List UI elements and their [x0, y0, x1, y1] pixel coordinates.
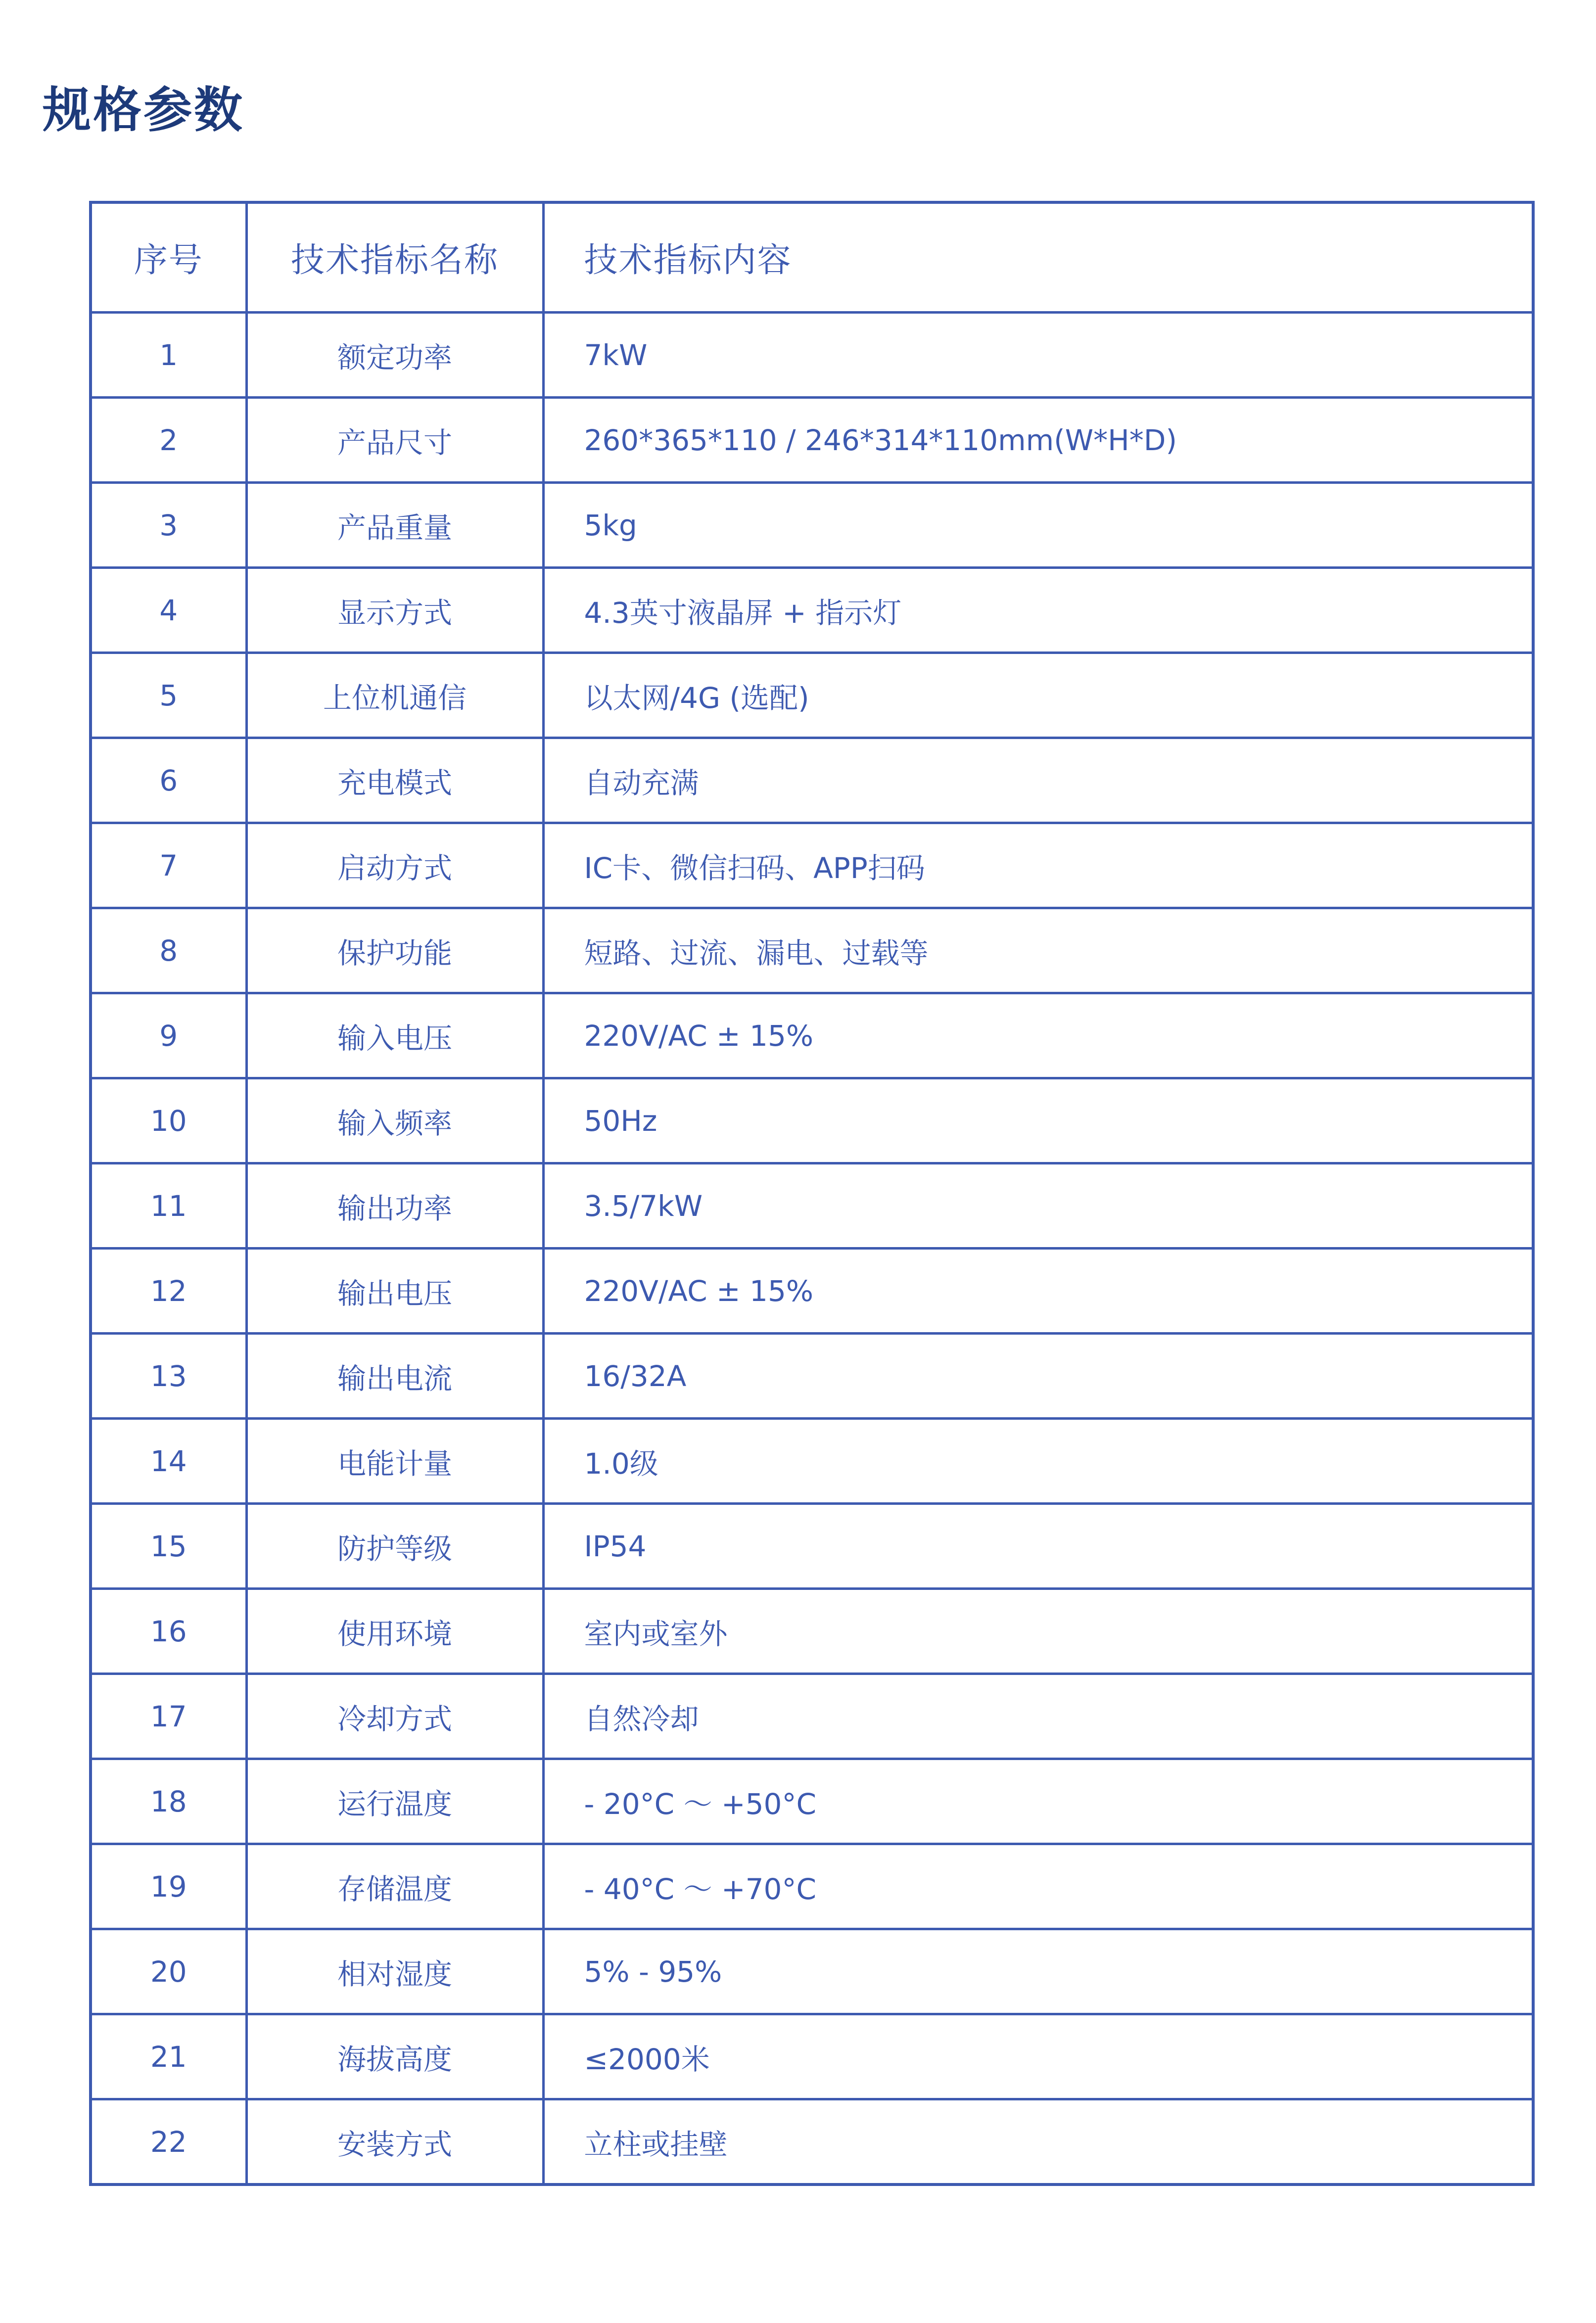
- row-name: 保护功能: [246, 908, 543, 993]
- row-value: 16/32A: [543, 1334, 1533, 1419]
- row-no: 10: [91, 1078, 246, 1163]
- row-name: 运行温度: [246, 1759, 543, 1844]
- row-name: 输入频率: [246, 1078, 543, 1163]
- table-row: [91, 2099, 1533, 2185]
- table-row: [91, 568, 1533, 653]
- row-no: 6: [91, 738, 246, 823]
- row-value: IC卡、微信扫码、APP扫码: [543, 823, 1533, 908]
- row-value: 室内或室外: [543, 1589, 1533, 1674]
- row-value: 5kg: [543, 483, 1533, 568]
- row-name: 输入电压: [246, 993, 543, 1078]
- table-row: [91, 313, 1533, 398]
- row-value: 5% - 95%: [543, 1929, 1533, 2014]
- row-no: 15: [91, 1504, 246, 1589]
- row-value: 短路、过流、漏电、过载等: [543, 908, 1533, 993]
- row-no: 5: [91, 653, 246, 738]
- table-row: [91, 483, 1533, 568]
- table-row: [91, 908, 1533, 993]
- row-value: 1.0级: [543, 1419, 1533, 1504]
- table-row: [91, 1589, 1533, 1674]
- row-value: 220V/AC ± 15%: [543, 1249, 1533, 1334]
- row-value: 3.5/7kW: [543, 1163, 1533, 1249]
- row-no: 7: [91, 823, 246, 908]
- row-no: 13: [91, 1334, 246, 1419]
- row-value: 7kW: [543, 313, 1533, 398]
- row-value: ≤2000米: [543, 2014, 1533, 2099]
- table-row: [91, 1504, 1533, 1589]
- row-name: 使用环境: [246, 1589, 543, 1674]
- row-name: 冷却方式: [246, 1674, 543, 1759]
- table-row: [91, 398, 1533, 483]
- row-no: 11: [91, 1163, 246, 1249]
- row-value: - 40°C ～ +70°C: [543, 1844, 1533, 1929]
- table-row: [91, 738, 1533, 823]
- row-no: 2: [91, 398, 246, 483]
- row-value: - 20°C ～ +50°C: [543, 1759, 1533, 1844]
- page-title: 规格参数: [43, 82, 245, 139]
- spec-table: [89, 201, 1535, 2186]
- row-no: 3: [91, 483, 246, 568]
- table-row: [91, 1674, 1533, 1759]
- row-name: 额定功率: [246, 313, 543, 398]
- row-name: 输出电压: [246, 1249, 543, 1334]
- row-name: 防护等级: [246, 1504, 543, 1589]
- header-row: [91, 202, 1533, 313]
- row-no: 18: [91, 1759, 246, 1844]
- row-no: 19: [91, 1844, 246, 1929]
- table-row: [91, 993, 1533, 1078]
- row-value: 50Hz: [543, 1078, 1533, 1163]
- row-name: 上位机通信: [246, 653, 543, 738]
- row-name: 输出电流: [246, 1334, 543, 1419]
- table-row: [91, 1929, 1533, 2014]
- row-no: 16: [91, 1589, 246, 1674]
- table-row: [91, 1334, 1533, 1419]
- row-name: 输出功率: [246, 1163, 543, 1249]
- row-name: 相对湿度: [246, 1929, 543, 2014]
- table-row: [91, 1419, 1533, 1504]
- row-name: 海拔高度: [246, 2014, 543, 2099]
- table-row: [91, 653, 1533, 738]
- table-row: [91, 1163, 1533, 1249]
- row-no: 1: [91, 313, 246, 398]
- row-name: 电能计量: [246, 1419, 543, 1504]
- row-value: 自动充满: [543, 738, 1533, 823]
- row-value: 4.3英寸液晶屏 + 指示灯: [543, 568, 1533, 653]
- table-row: [91, 1759, 1533, 1844]
- row-no: 8: [91, 908, 246, 993]
- row-value: 立柱或挂壁: [543, 2099, 1533, 2185]
- row-value: 220V/AC ± 15%: [543, 993, 1533, 1078]
- table-row: [91, 1249, 1533, 1334]
- row-name: 启动方式: [246, 823, 543, 908]
- table-header: [91, 202, 1533, 313]
- header-value: 技术指标内容: [543, 202, 1533, 313]
- row-value: 260*365*110 / 246*314*110mm(W*H*D): [543, 398, 1533, 483]
- row-name: 产品重量: [246, 483, 543, 568]
- table-body: [91, 313, 1533, 2185]
- row-no: 14: [91, 1419, 246, 1504]
- row-no: 9: [91, 993, 246, 1078]
- table-row: [91, 1078, 1533, 1163]
- row-no: 20: [91, 1929, 246, 2014]
- row-no: 17: [91, 1674, 246, 1759]
- table-row: [91, 823, 1533, 908]
- row-name: 产品尺寸: [246, 398, 543, 483]
- row-value: 以太网/4G (选配): [543, 653, 1533, 738]
- row-no: 4: [91, 568, 246, 653]
- row-value: 自然冷却: [543, 1674, 1533, 1759]
- row-no: 12: [91, 1249, 246, 1334]
- row-name: 充电模式: [246, 738, 543, 823]
- table-row: [91, 1844, 1533, 1929]
- header-name: 技术指标名称: [246, 202, 543, 313]
- row-name: 安装方式: [246, 2099, 543, 2185]
- row-no: 22: [91, 2099, 246, 2185]
- row-no: 21: [91, 2014, 246, 2099]
- row-value: IP54: [543, 1504, 1533, 1589]
- table-row: [91, 2014, 1533, 2099]
- row-name: 显示方式: [246, 568, 543, 653]
- row-name: 存储温度: [246, 1844, 543, 1929]
- header-no: 序号: [91, 202, 246, 313]
